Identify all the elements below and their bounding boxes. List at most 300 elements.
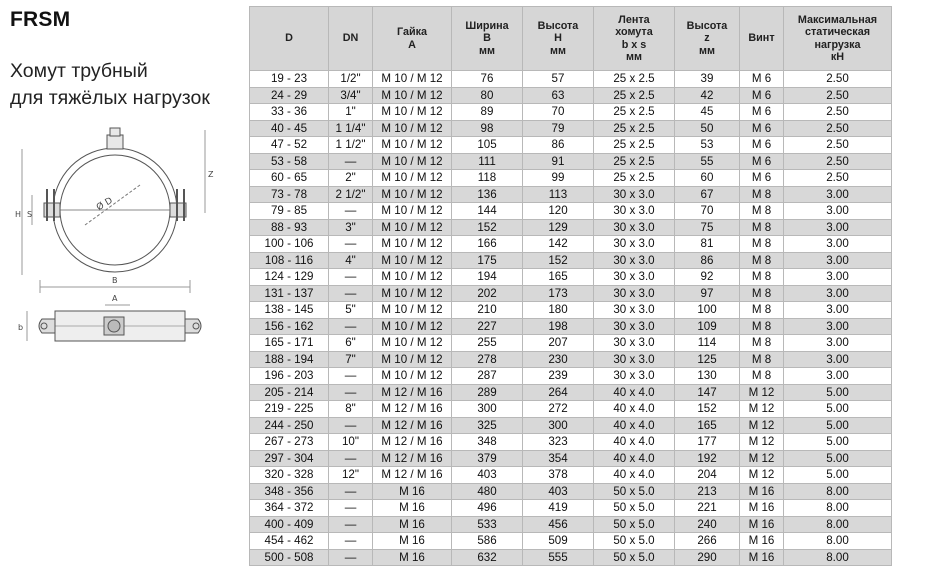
table-cell: 24 - 29 [250, 87, 329, 104]
table-cell: 2" [329, 170, 373, 187]
table-cell: 1/2" [329, 71, 373, 88]
column-header-line: Ширина [465, 19, 509, 32]
table-cell: 6" [329, 335, 373, 352]
table-cell: 67 [675, 186, 740, 203]
table-cell: M 10 / M 12 [373, 203, 452, 220]
table-cell: M 8 [740, 252, 784, 269]
product-description [10, 58, 210, 112]
table-cell: 8.00 [784, 500, 892, 517]
table-cell: 60 - 65 [250, 170, 329, 187]
table-cell: 8.00 [784, 483, 892, 500]
table-cell: M 10 / M 12 [373, 236, 452, 253]
table-cell: 400 - 409 [250, 516, 329, 533]
table-cell: 136 [452, 186, 523, 203]
column-header [594, 7, 675, 71]
table-cell: 221 [675, 500, 740, 517]
table-cell: 113 [523, 186, 594, 203]
table-row [250, 384, 892, 401]
table-cell: 3.00 [784, 219, 892, 236]
table-row [250, 120, 892, 137]
table-cell: 255 [452, 335, 523, 352]
table-cell: 300 [523, 417, 594, 434]
table-cell: 5.00 [784, 434, 892, 451]
table-cell: 205 - 214 [250, 384, 329, 401]
table-cell: M 10 / M 12 [373, 252, 452, 269]
table-cell: 25 x 2.5 [594, 71, 675, 88]
table-cell: 47 - 52 [250, 137, 329, 154]
table-cell: 30 x 3.0 [594, 368, 675, 385]
table-cell: 480 [452, 483, 523, 500]
table-cell: M 12 [740, 467, 784, 484]
table-cell: 88 - 93 [250, 219, 329, 236]
table-cell: M 6 [740, 71, 784, 88]
table-cell: 2.50 [784, 153, 892, 170]
table-row [250, 153, 892, 170]
table-cell: 25 x 2.5 [594, 87, 675, 104]
column-header [523, 7, 594, 71]
table-cell: 89 [452, 104, 523, 121]
table-header-row [250, 7, 892, 71]
product-info-panel [0, 0, 246, 578]
column-header [250, 7, 329, 71]
table-cell: — [329, 153, 373, 170]
table-row [250, 285, 892, 302]
table-cell: 25 x 2.5 [594, 104, 675, 121]
column-header [452, 7, 523, 71]
table-cell: M 16 [740, 549, 784, 566]
table-cell: 204 [675, 467, 740, 484]
table-row [250, 401, 892, 418]
column-header-line: A [408, 38, 416, 51]
table-cell: 2.50 [784, 137, 892, 154]
table-cell: — [329, 384, 373, 401]
table-cell: M 8 [740, 203, 784, 220]
table-row [250, 368, 892, 385]
table-cell: 8.00 [784, 549, 892, 566]
table-cell: M 16 [740, 533, 784, 550]
table-cell: 131 - 137 [250, 285, 329, 302]
table-cell: 30 x 3.0 [594, 236, 675, 253]
table-cell: 25 x 2.5 [594, 170, 675, 187]
table-cell: M 10 / M 12 [373, 186, 452, 203]
table-cell: M 10 / M 12 [373, 302, 452, 319]
column-header-line: z [704, 32, 710, 45]
table-cell: 272 [523, 401, 594, 418]
table-cell: 4" [329, 252, 373, 269]
table-cell: 114 [675, 335, 740, 352]
table-cell: 3.00 [784, 285, 892, 302]
table-cell: 138 - 145 [250, 302, 329, 319]
table-cell: M 12 [740, 417, 784, 434]
table-cell: 124 - 129 [250, 269, 329, 286]
table-cell: 129 [523, 219, 594, 236]
table-cell: 12" [329, 467, 373, 484]
nut-thread [110, 128, 120, 136]
column-header-line: нагрузка [814, 38, 861, 51]
column-header-line: Высота [537, 19, 579, 32]
table-row [250, 533, 892, 550]
table-cell: 3.00 [784, 351, 892, 368]
table-cell: 2.50 [784, 87, 892, 104]
table-cell: 30 x 3.0 [594, 269, 675, 286]
table-cell: 496 [452, 500, 523, 517]
table-cell: 325 [452, 417, 523, 434]
table-cell: 264 [523, 384, 594, 401]
table-cell: 188 - 194 [250, 351, 329, 368]
table-cell: 165 [675, 417, 740, 434]
table-cell: 8.00 [784, 533, 892, 550]
table-cell: 97 [675, 285, 740, 302]
table-cell: 239 [523, 368, 594, 385]
table-row [250, 434, 892, 451]
table-cell: 403 [523, 483, 594, 500]
table-row [250, 269, 892, 286]
table-cell: 2.50 [784, 71, 892, 88]
table-cell: 2 1/2" [329, 186, 373, 203]
table-cell: — [329, 285, 373, 302]
table-cell: 2.50 [784, 104, 892, 121]
table-cell: 227 [452, 318, 523, 335]
table-cell: 25 x 2.5 [594, 137, 675, 154]
table-cell: 3.00 [784, 335, 892, 352]
table-cell: 100 [675, 302, 740, 319]
table-cell: — [329, 318, 373, 335]
table-cell: 30 x 3.0 [594, 302, 675, 319]
table-row [250, 500, 892, 517]
table-cell: 19 - 23 [250, 71, 329, 88]
table-cell: 30 x 3.0 [594, 186, 675, 203]
specification-table [249, 6, 892, 566]
table-cell: 10" [329, 434, 373, 451]
table-cell: 165 [523, 269, 594, 286]
table-cell: 86 [675, 252, 740, 269]
table-cell: M 12 [740, 384, 784, 401]
table-cell: 5.00 [784, 417, 892, 434]
table-cell: 1" [329, 104, 373, 121]
table-cell: 92 [675, 269, 740, 286]
table-cell: 5.00 [784, 401, 892, 418]
table-cell: M 10 / M 12 [373, 269, 452, 286]
table-cell: 202 [452, 285, 523, 302]
table-cell: — [329, 236, 373, 253]
table-cell: 348 - 356 [250, 483, 329, 500]
table-cell: 109 [675, 318, 740, 335]
table-row [250, 516, 892, 533]
column-header-line: мм [626, 51, 642, 63]
table-cell: 213 [675, 483, 740, 500]
pipe-clamp-drawing [0, 125, 246, 365]
table-cell: M 8 [740, 302, 784, 319]
table-cell: 30 x 3.0 [594, 285, 675, 302]
table-cell: 40 x 4.0 [594, 417, 675, 434]
table-cell: 244 - 250 [250, 417, 329, 434]
table-row [250, 450, 892, 467]
table-cell: 40 x 4.0 [594, 401, 675, 418]
table-cell: 98 [452, 120, 523, 137]
table-cell: 111 [452, 153, 523, 170]
table-cell: M 6 [740, 120, 784, 137]
table-cell: 70 [523, 104, 594, 121]
table-cell: 156 - 162 [250, 318, 329, 335]
table-row [250, 104, 892, 121]
table-cell: 379 [452, 450, 523, 467]
table-cell: 5.00 [784, 384, 892, 401]
table-cell: 3/4" [329, 87, 373, 104]
column-header-line: H [554, 32, 562, 45]
table-cell: 194 [452, 269, 523, 286]
table-cell: M 8 [740, 318, 784, 335]
table-cell: 50 x 5.0 [594, 500, 675, 517]
table-cell: 30 x 3.0 [594, 203, 675, 220]
table-cell: M 8 [740, 285, 784, 302]
table-cell: 25 x 2.5 [594, 153, 675, 170]
column-header-line: DN [342, 32, 359, 45]
table-cell: 42 [675, 87, 740, 104]
table-cell: — [329, 533, 373, 550]
table-cell: 79 [523, 120, 594, 137]
table-row [250, 252, 892, 269]
table-cell: 3.00 [784, 318, 892, 335]
table-cell: 40 - 45 [250, 120, 329, 137]
table-cell: 57 [523, 71, 594, 88]
table-cell: 53 [675, 137, 740, 154]
table-cell: M 6 [740, 153, 784, 170]
table-cell: 632 [452, 549, 523, 566]
table-cell: M 8 [740, 219, 784, 236]
table-cell: 500 - 508 [250, 549, 329, 566]
table-cell: 378 [523, 467, 594, 484]
table-cell: 166 [452, 236, 523, 253]
table-row [250, 170, 892, 187]
table-cell: 177 [675, 434, 740, 451]
table-cell: 33 - 36 [250, 104, 329, 121]
table-cell: 403 [452, 467, 523, 484]
table-cell: 2.50 [784, 170, 892, 187]
table-cell: M 10 / M 12 [373, 335, 452, 352]
column-header [740, 7, 784, 71]
table-cell: 555 [523, 549, 594, 566]
table-cell: M 8 [740, 351, 784, 368]
table-cell: — [329, 417, 373, 434]
table-cell: M 10 / M 12 [373, 219, 452, 236]
table-cell: 50 x 5.0 [594, 483, 675, 500]
table-cell: M 16 [373, 533, 452, 550]
table-cell: 50 x 5.0 [594, 549, 675, 566]
table-cell: M 16 [740, 500, 784, 517]
table-cell: 3.00 [784, 252, 892, 269]
table-body [250, 71, 892, 566]
table-cell: 118 [452, 170, 523, 187]
table-cell: M 16 [740, 483, 784, 500]
table-cell: 40 x 4.0 [594, 467, 675, 484]
column-header-line: Высота [686, 19, 728, 32]
table-cell: — [329, 500, 373, 517]
specification-table-wrapper [249, 6, 892, 566]
column-header-line: Максимальная [797, 13, 878, 26]
table-cell: 30 x 3.0 [594, 219, 675, 236]
table-cell: 419 [523, 500, 594, 517]
table-cell: 364 - 372 [250, 500, 329, 517]
column-header-line: мм [479, 44, 495, 57]
table-cell: M 8 [740, 236, 784, 253]
table-cell: 198 [523, 318, 594, 335]
table-cell: 50 [675, 120, 740, 137]
table-cell: M 12 / M 16 [373, 434, 452, 451]
table-cell: 75 [675, 219, 740, 236]
table-row [250, 335, 892, 352]
table-row [250, 87, 892, 104]
column-header-line: b x s [621, 38, 647, 51]
table-cell: 152 [675, 401, 740, 418]
table-cell: M 10 / M 12 [373, 318, 452, 335]
table-cell: 3.00 [784, 269, 892, 286]
table-cell: 63 [523, 87, 594, 104]
product-description-line2: для тяжёлых нагрузок [10, 87, 210, 109]
table-row [250, 351, 892, 368]
table-cell: 454 - 462 [250, 533, 329, 550]
table-cell: M 12 / M 16 [373, 384, 452, 401]
a-label: A [112, 294, 118, 303]
product-description-line1: Хомут трубный [10, 60, 148, 82]
table-cell: M 12 [740, 434, 784, 451]
table-cell: 3" [329, 219, 373, 236]
table-cell: 50 x 5.0 [594, 533, 675, 550]
table-row [250, 549, 892, 566]
table-cell: M 8 [740, 186, 784, 203]
table-cell: — [329, 549, 373, 566]
table-cell: 354 [523, 450, 594, 467]
table-cell: M 8 [740, 269, 784, 286]
table-cell: 297 - 304 [250, 450, 329, 467]
table-cell: 130 [675, 368, 740, 385]
z-label: Z [208, 170, 214, 179]
nut-top [107, 135, 123, 149]
table-cell: 267 - 273 [250, 434, 329, 451]
table-row [250, 417, 892, 434]
column-header-line: Гайка [396, 26, 428, 38]
table-cell: M 8 [740, 368, 784, 385]
table-cell: 30 x 3.0 [594, 318, 675, 335]
table-cell: 2.50 [784, 120, 892, 137]
table-cell: 76 [452, 71, 523, 88]
table-cell: 70 [675, 203, 740, 220]
table-cell: M 6 [740, 87, 784, 104]
table-cell: 456 [523, 516, 594, 533]
table-cell: M 10 / M 12 [373, 120, 452, 137]
table-cell: 5.00 [784, 450, 892, 467]
table-row [250, 186, 892, 203]
table-cell: 173 [523, 285, 594, 302]
table-cell: M 6 [740, 104, 784, 121]
table-cell: 323 [523, 434, 594, 451]
table-cell: 79 - 85 [250, 203, 329, 220]
table-row [250, 71, 892, 88]
table-cell: 30 x 3.0 [594, 252, 675, 269]
column-header [784, 7, 892, 71]
table-cell: M 12 [740, 401, 784, 418]
table-cell: 196 - 203 [250, 368, 329, 385]
column-header-line: Винт [748, 32, 775, 45]
column-header-line: хомута [615, 26, 653, 38]
table-cell: 40 x 4.0 [594, 450, 675, 467]
table-cell: 80 [452, 87, 523, 104]
table-cell: 39 [675, 71, 740, 88]
table-cell: 40 x 4.0 [594, 384, 675, 401]
table-cell: 125 [675, 351, 740, 368]
table-row [250, 219, 892, 236]
table-cell: 165 - 171 [250, 335, 329, 352]
table-cell: M 10 / M 12 [373, 87, 452, 104]
table-cell: M 10 / M 12 [373, 285, 452, 302]
table-cell: 40 x 4.0 [594, 434, 675, 451]
table-cell: M 12 / M 16 [373, 401, 452, 418]
table-cell: 586 [452, 533, 523, 550]
table-cell: 60 [675, 170, 740, 187]
table-cell: 81 [675, 236, 740, 253]
table-cell: 86 [523, 137, 594, 154]
table-row [250, 137, 892, 154]
h-label: H [15, 210, 22, 219]
table-cell: M 10 / M 12 [373, 153, 452, 170]
table-cell: 3.00 [784, 203, 892, 220]
table-cell: 45 [675, 104, 740, 121]
table-cell: 120 [523, 203, 594, 220]
table-row [250, 467, 892, 484]
table-cell: 320 - 328 [250, 467, 329, 484]
table-cell: 100 - 106 [250, 236, 329, 253]
table-cell: M 16 [373, 549, 452, 566]
table-cell: 8.00 [784, 516, 892, 533]
table-cell: 7" [329, 351, 373, 368]
table-cell: 105 [452, 137, 523, 154]
table-cell: M 10 / M 12 [373, 368, 452, 385]
table-cell: 192 [675, 450, 740, 467]
table-cell: 207 [523, 335, 594, 352]
b-small-label: b [18, 323, 24, 332]
table-cell: 8" [329, 401, 373, 418]
table-cell: 509 [523, 533, 594, 550]
product-code: FRSM [10, 8, 71, 31]
column-header-line: мм [699, 44, 715, 57]
table-cell: M 16 [373, 500, 452, 517]
column-header-line: B [483, 32, 491, 45]
table-cell: 1 1/4" [329, 120, 373, 137]
table-cell: M 10 / M 12 [373, 170, 452, 187]
table-cell: M 12 [740, 450, 784, 467]
table-cell: 25 x 2.5 [594, 120, 675, 137]
table-row [250, 203, 892, 220]
table-cell: — [329, 203, 373, 220]
table-cell: 73 - 78 [250, 186, 329, 203]
table-cell: 3.00 [784, 368, 892, 385]
table-cell: 99 [523, 170, 594, 187]
table-cell: 91 [523, 153, 594, 170]
table-row [250, 302, 892, 319]
table-cell: 3.00 [784, 302, 892, 319]
table-cell: 180 [523, 302, 594, 319]
table-cell: M 10 / M 12 [373, 351, 452, 368]
table-cell: — [329, 269, 373, 286]
table-cell: 230 [523, 351, 594, 368]
table-cell: 30 x 3.0 [594, 351, 675, 368]
column-header [329, 7, 373, 71]
table-cell: M 12 / M 16 [373, 450, 452, 467]
table-cell: 210 [452, 302, 523, 319]
clamp-top-view [27, 305, 201, 341]
table-cell: 142 [523, 236, 594, 253]
table-cell: 3.00 [784, 236, 892, 253]
table-cell: 50 x 5.0 [594, 516, 675, 533]
